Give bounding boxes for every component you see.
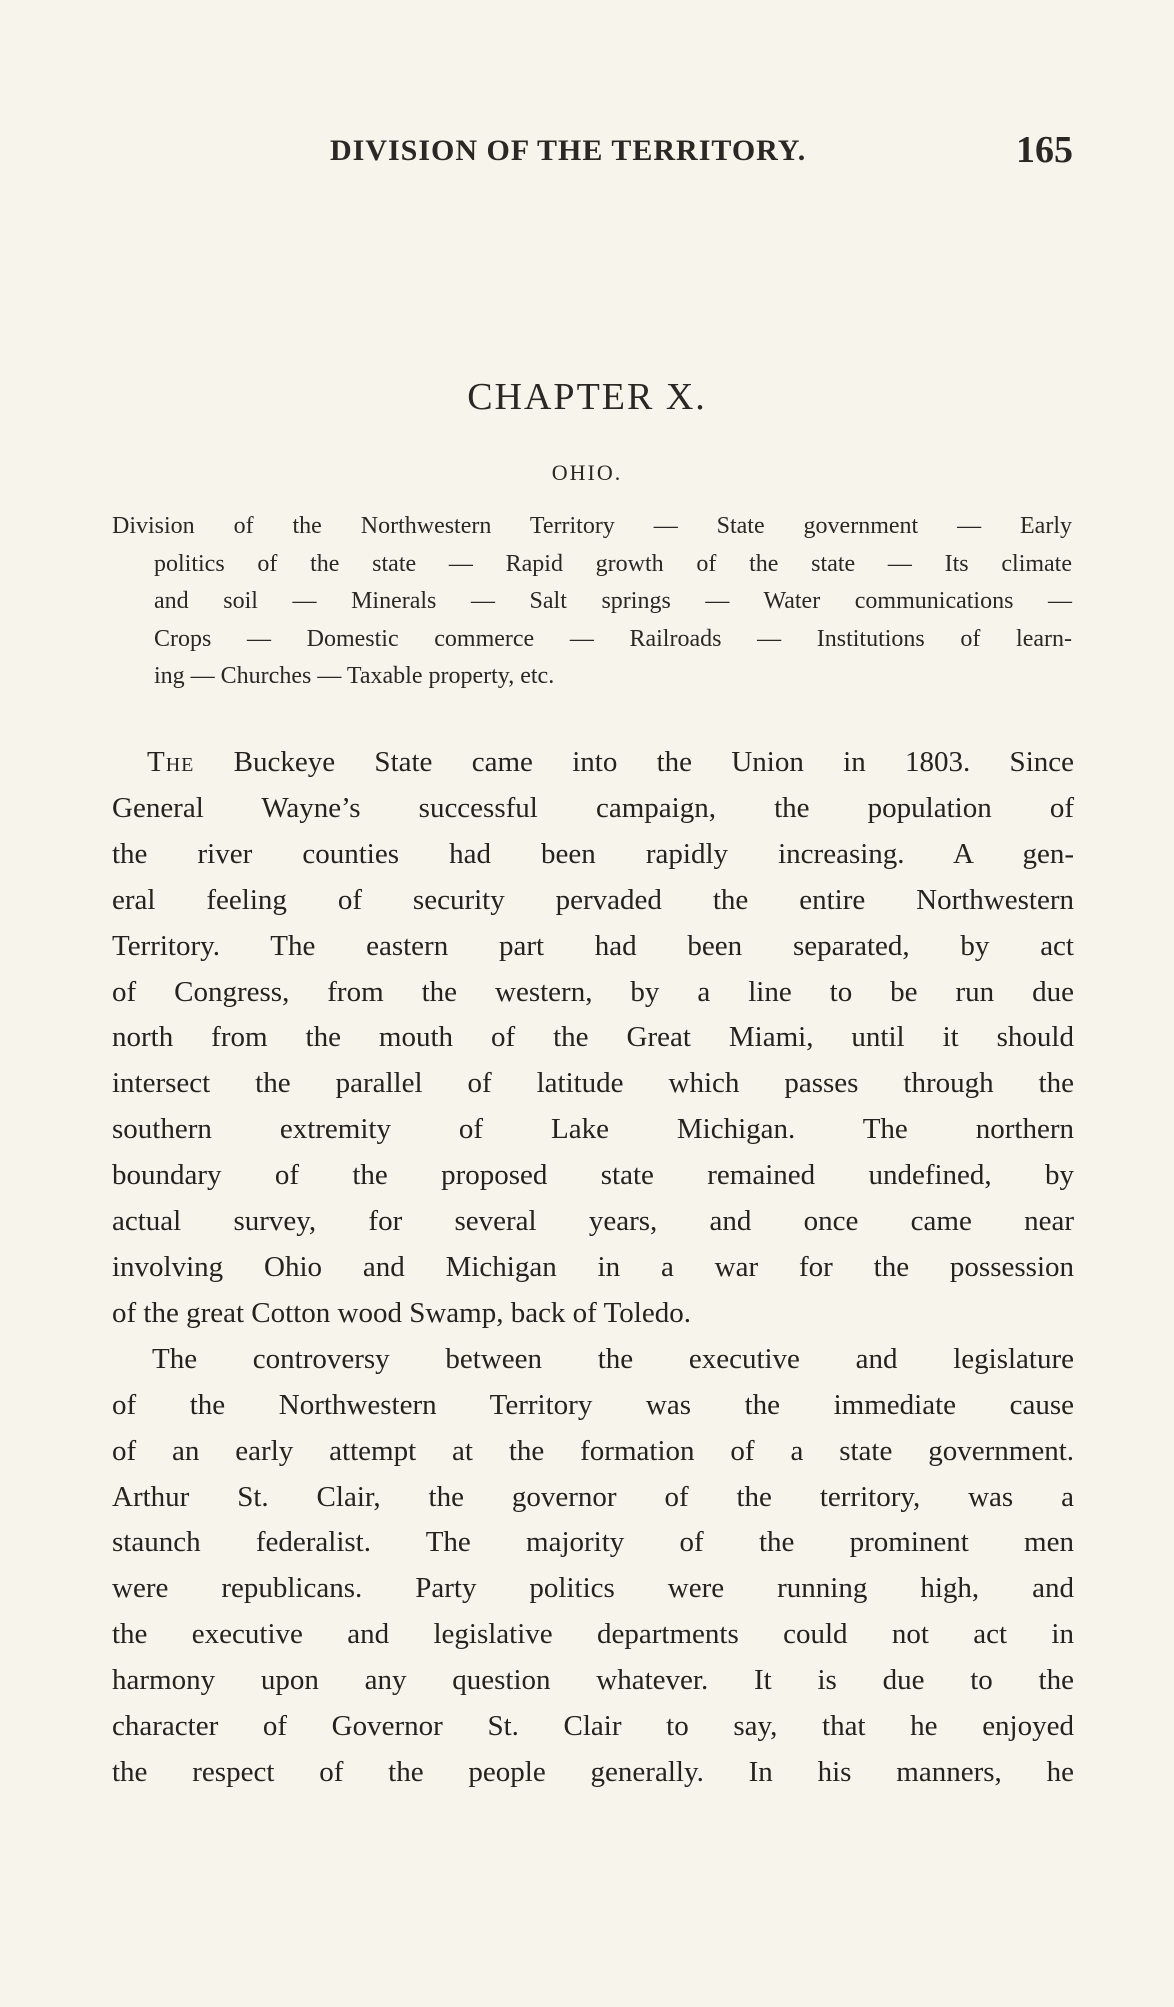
- body-line: of the Northwestern Territory was the immediate cause: [112, 1388, 1074, 1421]
- body-line: boundary of the proposed state remained undefined, by: [112, 1159, 1074, 1192]
- chapter-summary: [112, 508, 1072, 696]
- summary-line: politics of the state — Rapid growth of the state — Its climate: [154, 550, 1072, 577]
- body-line: Territory. The eastern part had been separated, by act: [112, 929, 1074, 962]
- body-line: harmony upon any question whatever. It is due to the: [112, 1664, 1074, 1697]
- body-line: General Wayne’s successful campaign, the population of: [112, 791, 1074, 824]
- body-line: eral feeling of security pervaded the entire Northwestern: [112, 883, 1074, 916]
- body-line: the river counties had been rapidly increasing. A gen-: [112, 837, 1074, 870]
- summary-line: and soil — Minerals — Salt springs — Water communications —: [154, 588, 1072, 614]
- body-line: Arthur St. Clair, the governor of the territory, was a: [112, 1480, 1074, 1513]
- summary-line: Division of the Northwestern Territory — State government — Early: [112, 513, 1072, 539]
- body-text: [112, 740, 1074, 1796]
- body-line: north from the mouth of the Great Miami, until it should: [112, 1021, 1074, 1054]
- opening-word: The: [147, 746, 195, 778]
- summary-line: Crops — Domestic commerce — Railroads — Institutions of learn-: [154, 625, 1072, 652]
- chapter-subtitle: OHIO.: [551, 460, 623, 485]
- body-line: of an early attempt at the formation of a state government.: [112, 1434, 1074, 1467]
- opening-line-rest: Buckeye State came into the Union in 1803. Since: [194, 746, 1074, 778]
- body-line: of the great Cotton wood Swamp, back of Toledo.: [112, 1296, 691, 1329]
- body-line: intersect the parallel of latitude which passes through the: [112, 1067, 1074, 1100]
- paragraph-1-line-1: [112, 740, 1074, 786]
- body-line: character of Governor St. Clair to say, that he enjoyed: [112, 1710, 1074, 1743]
- body-line: involving Ohio and Michigan in a war for the possession: [112, 1250, 1074, 1283]
- body-line: were republicans. Party politics were running high, and: [112, 1572, 1074, 1605]
- chapter-title: CHAPTER X.: [467, 376, 707, 418]
- page-number: 165: [1016, 129, 1073, 171]
- body-line: the respect of the people generally. In his manners, he: [112, 1755, 1074, 1788]
- body-line: southern extremity of Lake Michigan. The northern: [112, 1113, 1074, 1146]
- summary-line: ing — Churches — Taxable property, etc.: [154, 663, 555, 689]
- running-header-title: DIVISION OF THE TERRITORY.: [330, 134, 807, 167]
- body-line: the executive and legislative departments could not act in: [112, 1618, 1074, 1651]
- body-line: The controversy between the executive and legislature: [152, 1342, 1074, 1375]
- body-line: staunch federalist. The majority of the prominent men: [112, 1526, 1074, 1559]
- body-line: actual survey, for several years, and once came near: [112, 1205, 1074, 1238]
- body-line: of Congress, from the western, by a line to be run due: [112, 975, 1074, 1008]
